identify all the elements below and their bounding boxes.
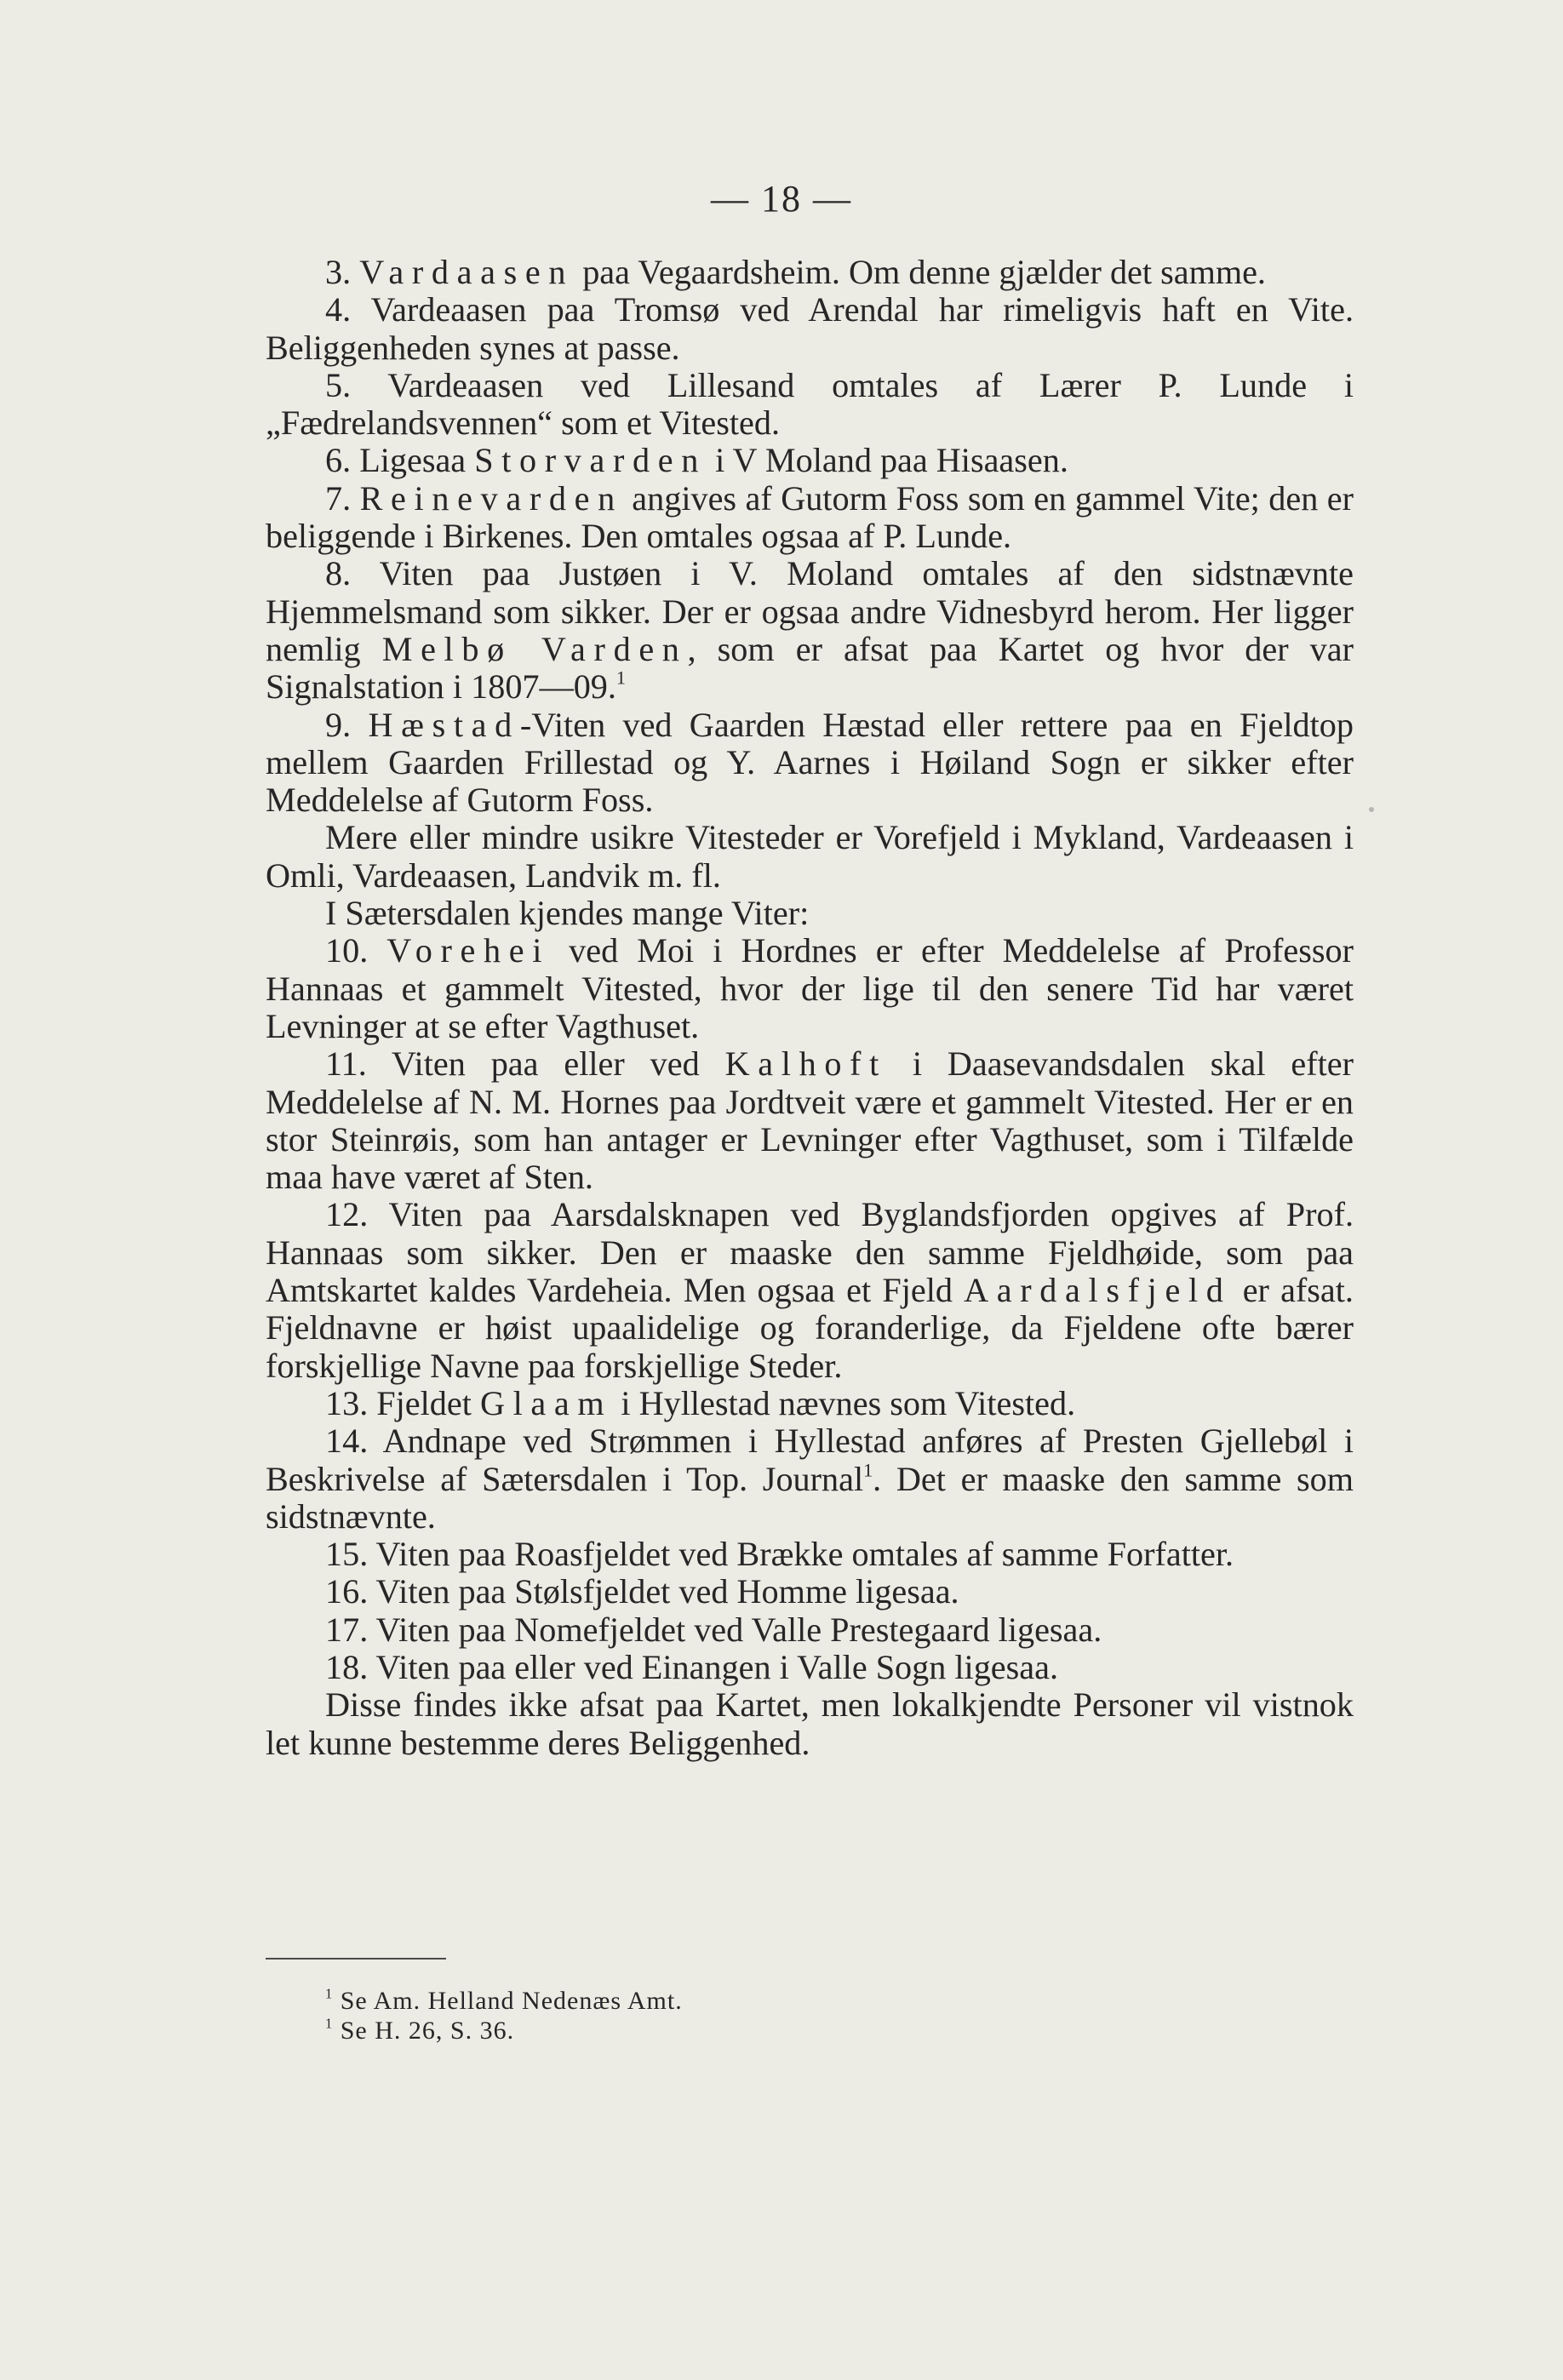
text-run: 18. Viten paa eller ved Einangen i Valle Sogn ligesaa.	[325, 1647, 1059, 1686]
paragraph	[266, 1045, 1354, 1196]
footnote-number: 1	[325, 1985, 334, 2002]
paragraph	[266, 1573, 1354, 1611]
paragraph	[266, 291, 1354, 367]
spaced-place-name: Aardalsfjeld	[964, 1271, 1232, 1310]
text-run: i Hyllestad nævnes som Vitested.	[612, 1383, 1076, 1422]
footnote	[325, 1986, 1262, 2016]
paragraph	[266, 1422, 1354, 1536]
spaced-place-name: Reinevarden	[359, 478, 623, 518]
text-run: angives af Gutorm Foss som en gammel Vite; den er beliggende i Birkenes. Den omtales ogsaa af P. Lunde.	[266, 478, 1354, 556]
spaced-place-name: Hæstad	[368, 705, 520, 744]
text-run: paa Vegaardsheim. Om denne gjælder det samme.	[574, 253, 1266, 291]
text-run: . Det er maaske den samme som sidstnævnte.	[266, 1459, 1354, 1536]
spaced-place-name: Vardaasen	[359, 253, 575, 291]
footnote-text: Se Am. Helland Nedenæs Amt.	[340, 1987, 683, 2015]
text-run: 7.	[325, 478, 360, 518]
text-run: 8. Viten paa Justøen i V. Moland omtales af den sidstnævnte Hjemmelsmand som sikker. Der er ogsaa andre Vidnesbyrd herom. Her ligger nemlig	[266, 554, 1354, 668]
text-run: 14. Andnape ved Strømmen i Hyllestad anføres af Presten Gjellebøl i Beskrivelse af Sætersdalen i Top. Journal	[266, 1422, 1354, 1498]
text-run: i Daasevandsdalen skal efter Meddelelse af N. M. Hornes paa Jordtveit være et gammelt Vitested. Her er en stor Steinrøis, som han antager er Levninger efter Vagthuset, som i Tilfælde maa have været af Sten.	[266, 1044, 1354, 1197]
footnote-number: 1	[325, 2015, 334, 2032]
text-run: -Viten ved Gaarden Hæstad eller rettere paa en Fjeldtop mellem Gaarden Frillestad og Y. Aarnes i Høiland Sogn er sikker efter Meddelelse af Gutorm Foss.	[266, 705, 1354, 820]
text-run: i V Moland paa Hisaasen.	[707, 441, 1068, 480]
text-run: Mere eller mindre usikre Vitesteder er Vorefjeld i Mykland, Vardeaasen i Omli, Vardeaasen, Landvik m. fl.	[266, 818, 1354, 895]
text-run: , som er afsat paa Kartet og hvor der var Signalstation i 1807—09.	[266, 629, 1354, 707]
text-run: ved Moi i Hordnes er efter Meddelelse af Professor Hannaas et gammelt Vitested, hvor der lige til den senere Tid har været Levninger at se efter Vagthuset.	[266, 931, 1354, 1045]
paragraph	[266, 1649, 1354, 1686]
text-run: 15. Viten paa Roasfjeldet ved Brække omtales af samme Forfatter.	[325, 1535, 1234, 1574]
paragraph	[266, 254, 1354, 291]
text-run: 12. Viten paa Aarsdalsknapen ved Byglandsfjorden opgives af Prof. Hannaas som sikker. Den er maaske den samme Fjeldhøide, som paa Amtskartet kaldes Vardeheia. Men ogsaa et Fjeld	[266, 1195, 1354, 1310]
footnote	[325, 2016, 1262, 2045]
paragraph	[266, 367, 1354, 443]
text-run: 5. Vardeaasen ved Lillesand omtales af Lærer P. Lunde i „Fædrelandsvennen“ som et Vitested.	[266, 365, 1354, 443]
spaced-place-name: Vorehei	[386, 931, 551, 970]
text-run: I Sætersdalen kjendes mange Viter:	[325, 894, 810, 933]
paper-speck	[1369, 807, 1374, 812]
paragraph	[266, 1611, 1354, 1649]
body-text	[266, 254, 1354, 1762]
text-run: 9.	[325, 705, 369, 744]
paragraph	[266, 1196, 1354, 1384]
spaced-place-name: Kalhoft	[724, 1044, 887, 1084]
text-run: 13. Fjeldet	[325, 1383, 480, 1422]
text-run: 11. Viten paa eller ved	[325, 1044, 725, 1084]
text-run: er afsat. Fjeldnavne er høist upaalidelige og foranderlige, da Fjeldene ofte bærer forskjellige Navne paa forskjellige Steder.	[266, 1271, 1354, 1385]
paragraph	[266, 480, 1354, 556]
text-run: Disse findes ikke afsat paa Kartet, men lokalkjendte Personer vil vistnok let kunne bestemme deres Beliggenhed.	[266, 1685, 1354, 1762]
paragraph	[266, 1536, 1354, 1573]
paragraph	[266, 932, 1354, 1045]
spaced-place-name: Melbø Varden	[381, 629, 688, 668]
page-number: — 18 —	[711, 178, 852, 220]
paragraph	[266, 895, 1354, 932]
paragraph	[266, 555, 1354, 706]
footnotes	[325, 1986, 1262, 2045]
paragraph	[266, 442, 1354, 479]
footnote-marker: 1	[863, 1458, 873, 1480]
text-run: 10.	[325, 931, 387, 970]
text-run: 6. Ligesaa	[325, 441, 475, 480]
footnote-separator	[266, 1958, 446, 1959]
paragraph	[266, 819, 1354, 895]
text-run: 3.	[325, 253, 360, 291]
spaced-place-name: Glaam	[479, 1383, 613, 1422]
text-run: 4. Vardeaasen paa Tromsø ved Arendal har rimeligvis haft en Vite. Beliggenheden synes at passe.	[266, 290, 1354, 367]
paragraph	[266, 1686, 1354, 1762]
spaced-place-name: Storvarden	[474, 441, 707, 480]
paragraph	[266, 1385, 1354, 1422]
footnote-marker: 1	[615, 667, 626, 689]
footnote-text: Se H. 26, S. 36.	[340, 2017, 515, 2045]
paragraph	[266, 707, 1354, 820]
text-run: 16. Viten paa Stølsfjeldet ved Homme ligesaa.	[325, 1572, 959, 1611]
text-run: 17. Viten paa Nomefjeldet ved Valle Prestegaard ligesaa.	[325, 1610, 1102, 1649]
